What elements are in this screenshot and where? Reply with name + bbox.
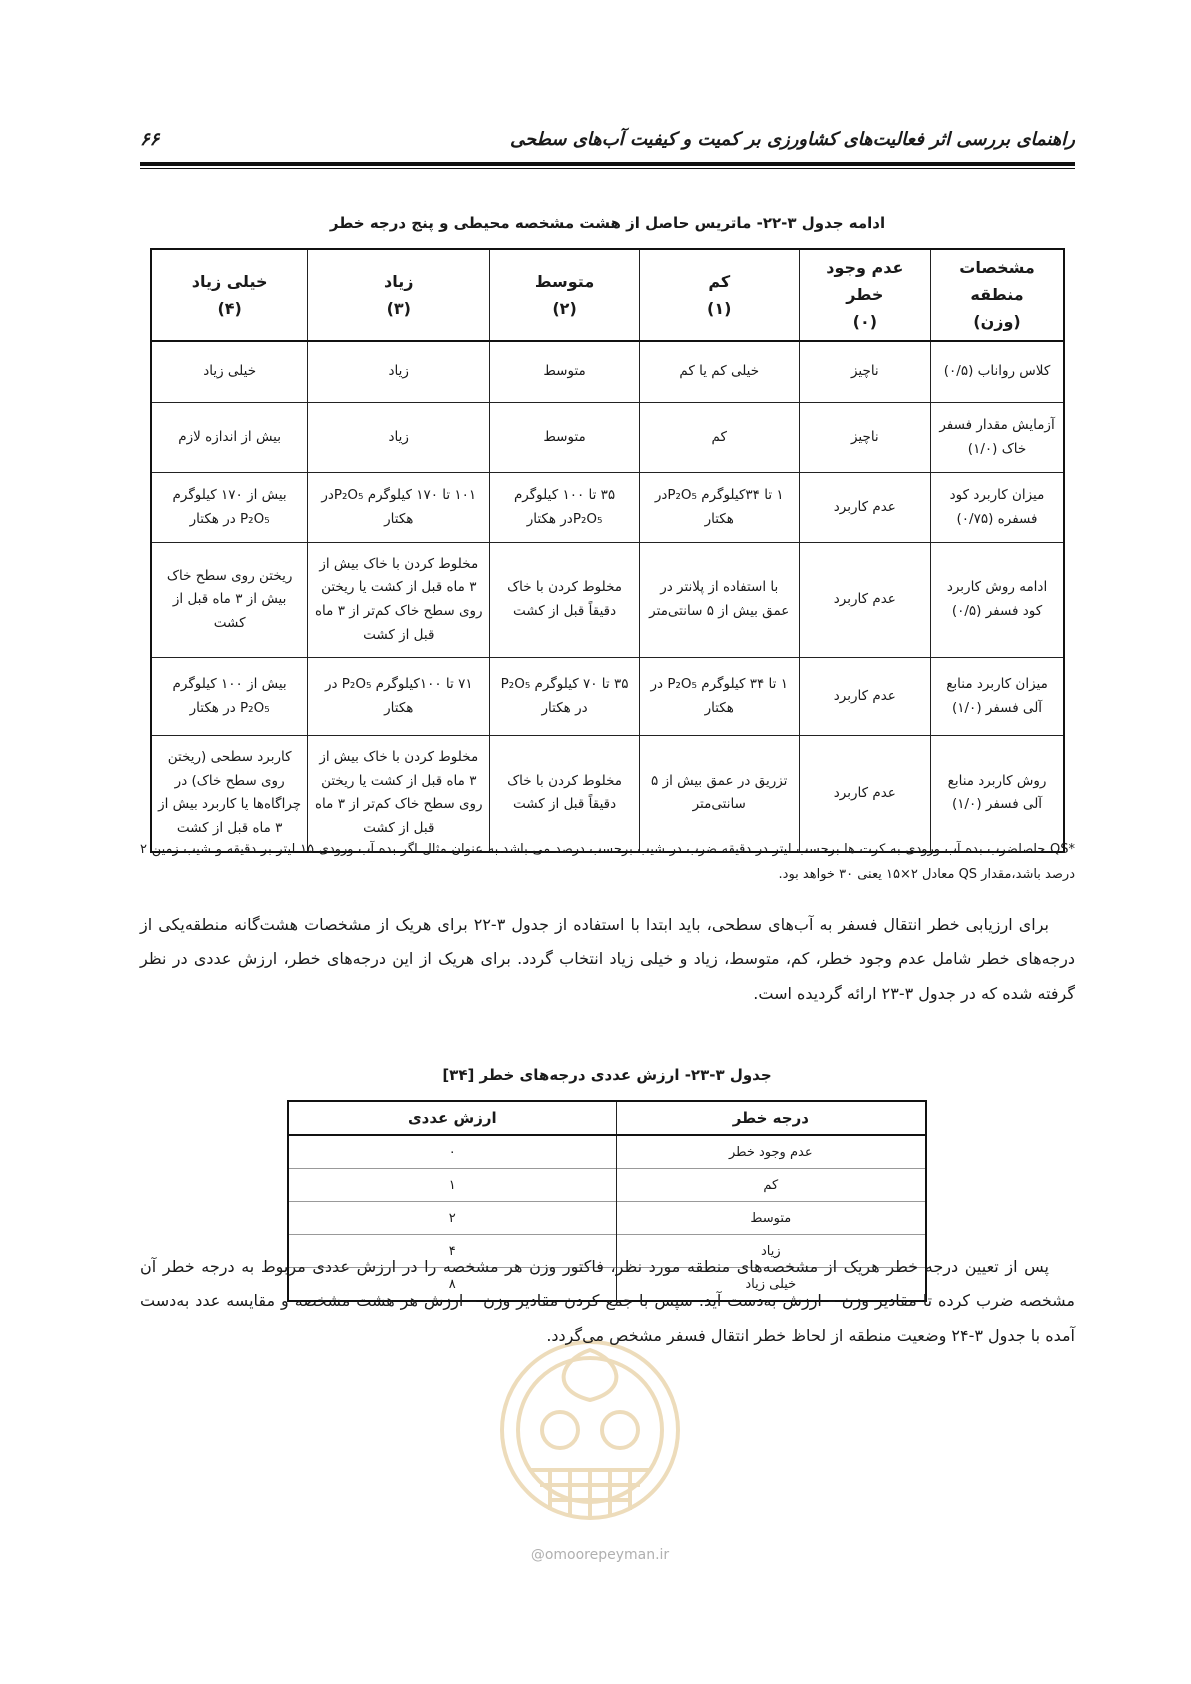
header-cell: خیلی زیاد (۴) (151, 249, 308, 341)
watermark-url: @omoorepeyman.ir (530, 1547, 670, 1563)
header-cell: ارزش عددی (288, 1101, 616, 1135)
body-paragraph-2: پس از تعیین درجه خطر هریک از مشخصه‌های منطقه مورد نظر، فاکتور وزن هر مشخصه را در ارزش عددی مربوط به درجه خطر آن مشخصه ضرب کرده تا مقادیر وزن – ارزش به‌دست آید. سپس با جمع کردن مقادیر وزن – ارزش هر هشت مشخصه و مقایسه عدد به‌دست آمده با جدول ۳-۲۴ وضعیت منطقه از لحاظ خطر انتقال فسفر مشخص می‌گردد. (140, 1257, 1075, 1345)
page-number: ۶۶ (140, 128, 160, 150)
table-cell: تزریق در عمق بیش از ۵ سانتی‌متر (639, 736, 799, 852)
table-cell: ناچیز (799, 341, 930, 403)
table-cell: آزمایش مقدار فسفر خاک (۱/۰) (931, 403, 1064, 473)
table-cell: مخلوط کردن با خاک بیش از ۳ ماه قبل از کشت یا ریختن روی سطح خاک کم‌تر از ۳ ماه قبل از کشت (308, 736, 490, 852)
table-row (288, 1202, 926, 1235)
table1-header-row (151, 249, 1064, 341)
table-cell: کاربرد سطحی (ریختن روی سطح خاک) در چراگاه‌ها یا کاربرد بیش از ۳ ماه قبل از کشت (151, 736, 308, 852)
table-cell: عدم کاربرد (799, 736, 930, 852)
table-row (151, 658, 1064, 736)
table-cell: عدم وجود خطر (616, 1135, 926, 1169)
table-cell: متوسط (490, 403, 640, 473)
table-cell: خیلی زیاد (616, 1268, 926, 1302)
table-row (288, 1135, 926, 1169)
header-cell: کم (۱) (639, 249, 799, 341)
table1-caption: ادامه جدول ۳-۲۲- ماتریس حاصل از هشت مشخصه محیطی و پنج درجه خطر (329, 214, 886, 232)
body-paragraph-1: برای ارزیابی خطر انتقال فسفر به آب‌های سطحی، باید ابتدا با استفاده از جدول ۳-۲۲ برای هریک از مشخصات هشت‌گانه منطقه‌یکی از درجه‌های خطر شامل عدم وجود خطر، کم، متوسط، زیاد و خیلی زیاد انتخاب گردد. برای هریک از این درجه‌های خطر، ارزش عددی در نظر گرفته شده که در جدول ۳-۲۳ ارائه گردیده است. (140, 915, 1075, 1003)
table-cell: ناچیز (799, 403, 930, 473)
table-cell: ۳۵ تا ۱۰۰ کیلوگرم P₂O₅در هکتار (490, 473, 640, 543)
table-cell: کم (616, 1169, 926, 1202)
table-footnote: *QS حاصلضرب بده آب ورودی به کرت ها برحسب لیتر در دقیقه ضرب در شیب برحسب درصد می باشد.به عنوان مثال اگر بده آب ورودی ۱۵ لیتر بر دقیقه و شیب زمین ۲ درصد باشد،مقدار QS معادل ۲×۱۵ یعنی ۳۰ خواهد بود. (140, 842, 1075, 882)
table-cell: متوسط (616, 1202, 926, 1235)
table-cell: ۰ (288, 1135, 616, 1169)
table-cell: خیلی کم یا کم (639, 341, 799, 403)
header-rule-thick (140, 162, 1075, 166)
table-cell: مخلوط کردن با خاک دقیقاً قبل از کشت (490, 736, 640, 852)
table2-header-row (288, 1101, 926, 1135)
table-cell: عدم کاربرد (799, 543, 930, 658)
table-cell: خیلی زیاد (151, 341, 308, 403)
table-row (151, 403, 1064, 473)
table2-caption: جدول ۳-۲۳- ارزش عددی درجه‌های خطر [۳۴] (442, 1066, 772, 1084)
table-row (151, 736, 1064, 852)
header-rule-thin (140, 168, 1075, 169)
header-cell: متوسط (۲) (490, 249, 640, 341)
table-cell: ۱ (288, 1169, 616, 1202)
table-cell: میزان کاربرد کود فسفره (۰/۷۵) (931, 473, 1064, 543)
header-cell: درجه خطر (616, 1101, 926, 1135)
table-cell: متوسط (490, 341, 640, 403)
table-cell: ۱۰۱ تا ۱۷۰ کیلوگرم P₂O₅در هکتار (308, 473, 490, 543)
table-cell: ۸ (288, 1268, 616, 1302)
table-cell: با استفاده از پلانتر در عمق بیش از ۵ سانتی‌متر (639, 543, 799, 658)
header-cell: عدم وجود خطر (۰) (799, 249, 930, 341)
header-title: راهنمای بررسی اثر فعالیت‌های کشاورزی بر کمیت و کیفیت آب‌های سطحی (509, 128, 1075, 150)
running-header (140, 124, 1075, 154)
table-cell: کلاس رواناب (۰/۵) (931, 341, 1064, 403)
table-cell: ریختن روی سطح خاک بیش از ۳ ماه قبل از کشت (151, 543, 308, 658)
table-cell: عدم کاربرد (799, 658, 930, 736)
table-cell: عدم کاربرد (799, 473, 930, 543)
table-cell: مخلوط کردن با خاک بیش از ۳ ماه قبل از کشت یا ریختن روی سطح خاک کم‌تر از ۳ ماه قبل از کشت (308, 543, 490, 658)
table-cell: زیاد (308, 403, 490, 473)
table-cell: ۳۵ تا ۷۰ کیلوگرم P₂O₅ در هکتار (490, 658, 640, 736)
table-cell: ۴ (288, 1235, 616, 1268)
table-cell: ۱ تا ۳۴کیلوگرم P₂O₅در هکتار (639, 473, 799, 543)
table-cell: زیاد (616, 1235, 926, 1268)
table-cell: ادامه روش کاربرد کود فسفر (۰/۵) (931, 543, 1064, 658)
table-cell: کم (639, 403, 799, 473)
header-cell: زیاد (۳) (308, 249, 490, 341)
table-row (151, 473, 1064, 543)
table-cell: ۱ تا ۳۴ کیلوگرم P₂O₅ در هکتار (639, 658, 799, 736)
table-cell: ۷۱ تا ۱۰۰کیلوگرم P₂O₅ در هکتار (308, 658, 490, 736)
table-cell: بیش از اندازه لازم (151, 403, 308, 473)
table-cell: ۲ (288, 1202, 616, 1235)
table-cell: بیش از ۱۰۰ کیلوگرم P₂O₅ در هکتار (151, 658, 308, 736)
table-cell: زیاد (308, 341, 490, 403)
table-cell: مخلوط کردن با خاک دقیقاً قبل از کشت (490, 543, 640, 658)
table-row (151, 341, 1064, 403)
table-cell: بیش از ۱۷۰ کیلوگرم P₂O₅ در هکتار (151, 473, 308, 543)
table-cell: روش کاربرد منابع آلی فسفر (۱/۰) (931, 736, 1064, 852)
risk-matrix-table (150, 248, 1065, 853)
table-row (288, 1169, 926, 1202)
header-cell: مشخصات منطقه (وزن) (931, 249, 1064, 341)
table-row (151, 543, 1064, 658)
table-cell: میزان کاربرد منابع آلی فسفر (۱/۰) (931, 658, 1064, 736)
